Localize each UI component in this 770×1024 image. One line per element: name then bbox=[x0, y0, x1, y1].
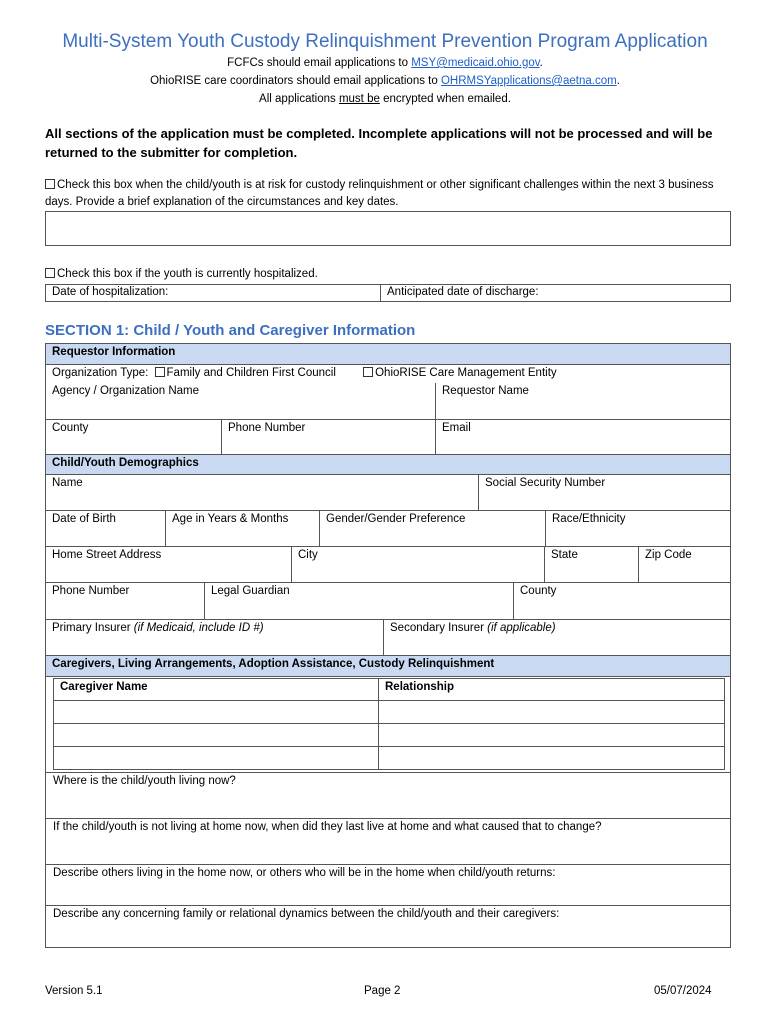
requestor-email-field[interactable] bbox=[435, 419, 731, 455]
requestor-county-field[interactable] bbox=[45, 419, 222, 455]
requestor-header: Requestor Information bbox=[45, 343, 731, 365]
ohiorise-prefix: OhioRISE care coordinators should email applications to bbox=[150, 75, 441, 87]
cme-option-label: OhioRISE Care Management Entity bbox=[375, 367, 557, 379]
encrypt-emphasis: must be bbox=[338, 93, 380, 105]
home-address-field[interactable] bbox=[45, 546, 292, 583]
requestor-name-label: Requestor Name bbox=[442, 385, 529, 397]
caregivers-header: Caregivers, Living Arrangements, Adoption Assistance, Custody Relinquishment bbox=[45, 655, 731, 677]
ohiorise-instruction bbox=[0, 75, 770, 87]
caregiver-name-cell[interactable] bbox=[53, 700, 379, 724]
last-home-label: If the child/youth is not living at home now, when did they last live at home and what caused that to change? bbox=[53, 821, 602, 833]
legal-guardian-field[interactable] bbox=[204, 582, 514, 620]
family-dynamics-label: Describe any concerning family or relational dynamics between the child/youth and their caregivers: bbox=[53, 908, 560, 920]
city-label: City bbox=[298, 549, 318, 561]
dob-field[interactable] bbox=[45, 510, 166, 547]
demographics-header: Child/Youth Demographics bbox=[45, 454, 731, 475]
hospitalization-date-label: Date of hospitalization: bbox=[52, 286, 169, 298]
zip-label: Zip Code bbox=[645, 549, 692, 561]
caregiver-name-header: Caregiver Name bbox=[53, 678, 379, 701]
youth-name-field[interactable] bbox=[45, 474, 479, 511]
discharge-date-field[interactable] bbox=[380, 284, 731, 302]
form-title: Multi-System Youth Custody Relinquishment Prevention Program Application bbox=[62, 31, 708, 52]
discharge-date-label: Anticipated date of discharge: bbox=[387, 286, 539, 298]
state-label: State bbox=[551, 549, 578, 561]
encrypt-prefix: All applications bbox=[259, 93, 339, 105]
hospitalization-date-field[interactable] bbox=[45, 284, 381, 302]
living-now-field[interactable] bbox=[45, 772, 731, 819]
version-label: Version 5.1 bbox=[45, 985, 103, 997]
relationship-cell[interactable] bbox=[378, 723, 725, 747]
medicaid-email-link[interactable]: MSY@medicaid.ohio.gov bbox=[411, 57, 540, 69]
caregiver-name-cell[interactable] bbox=[53, 723, 379, 747]
fcfc-instruction bbox=[0, 57, 770, 69]
hospital-checkbox[interactable] bbox=[45, 268, 55, 278]
revision-date: 05/07/2024 bbox=[654, 985, 712, 997]
hospital-checkbox-label: Check this box if the youth is currently hospitalized. bbox=[57, 268, 318, 280]
secondary-insurer-field[interactable] bbox=[383, 619, 731, 656]
ssn-label: Social Security Number bbox=[485, 477, 606, 489]
agency-name-field[interactable] bbox=[45, 383, 436, 420]
encryption-instruction bbox=[0, 93, 770, 105]
cme-checkbox[interactable] bbox=[363, 367, 373, 377]
dob-label: Date of Birth bbox=[52, 513, 116, 525]
zip-field[interactable] bbox=[638, 546, 731, 583]
race-field[interactable] bbox=[545, 510, 731, 547]
gender-field[interactable] bbox=[319, 510, 546, 547]
home-address-label: Home Street Address bbox=[52, 549, 162, 561]
aetna-email-link[interactable]: OHRMSYapplications@aetna.com bbox=[440, 75, 617, 87]
youth-phone-field[interactable] bbox=[45, 582, 205, 620]
youth-county-field[interactable] bbox=[513, 582, 731, 620]
city-field[interactable] bbox=[291, 546, 545, 583]
org-type-label: Organization Type: bbox=[52, 367, 149, 379]
ohiorise-suffix: . bbox=[616, 75, 620, 87]
requestor-county-label: County bbox=[52, 422, 89, 434]
fcfc-option-label: Family and Children First Council bbox=[166, 367, 336, 379]
last-home-field[interactable] bbox=[45, 818, 731, 865]
fcfc-checkbox[interactable] bbox=[155, 367, 165, 377]
fcfc-prefix: FCFCs should email applications to bbox=[227, 57, 412, 69]
youth-phone-label: Phone Number bbox=[52, 585, 130, 597]
primary-insurer-label: Primary Insurer bbox=[52, 622, 134, 634]
org-type-row bbox=[45, 364, 731, 384]
primary-insurer-note: (if Medicaid, include ID #) bbox=[133, 622, 264, 634]
youth-county-label: County bbox=[520, 585, 557, 597]
age-field[interactable] bbox=[165, 510, 320, 547]
secondary-insurer-label: Secondary Insurer bbox=[390, 622, 488, 634]
agency-name-label: Agency / Organization Name bbox=[52, 385, 200, 397]
legal-guardian-label: Legal Guardian bbox=[211, 585, 290, 597]
youth-name-label: Name bbox=[52, 477, 83, 489]
others-in-home-field[interactable] bbox=[45, 864, 731, 906]
fcfc-suffix: . bbox=[539, 57, 543, 69]
ssn-field[interactable] bbox=[478, 474, 731, 511]
family-dynamics-field[interactable] bbox=[45, 905, 731, 948]
requestor-email-label: Email bbox=[442, 422, 471, 434]
risk-checkbox-label: Check this box when the child/youth is at risk for custody relinquishment or other significant challenges within the next 3 business days. Provide a brief explanation of the circumstances and key dates. bbox=[45, 179, 714, 208]
requestor-name-field[interactable] bbox=[435, 383, 731, 420]
living-now-label: Where is the child/youth living now? bbox=[53, 775, 236, 787]
hospital-checkbox-row bbox=[45, 266, 735, 283]
others-in-home-label: Describe others living in the home now, or others who will be in the home when child/youth returns: bbox=[53, 867, 556, 879]
secondary-insurer-note: (if applicable) bbox=[487, 622, 556, 634]
relationship-header: Relationship bbox=[378, 678, 725, 701]
race-label: Race/Ethnicity bbox=[552, 513, 626, 525]
caregiver-name-cell[interactable] bbox=[53, 746, 379, 770]
page-number: Page 2 bbox=[364, 985, 401, 997]
risk-checkbox-row bbox=[45, 177, 735, 211]
requestor-phone-label: Phone Number bbox=[228, 422, 306, 434]
relationship-cell[interactable] bbox=[378, 700, 725, 724]
state-field[interactable] bbox=[544, 546, 639, 583]
completion-warning: All sections of the application must be completed. Incomplete applications will not be processed and will be returned to the submitter for completion. bbox=[45, 126, 713, 160]
relationship-cell[interactable] bbox=[378, 746, 725, 770]
section1-title: SECTION 1: Child / Youth and Caregiver Information bbox=[45, 322, 416, 339]
age-label: Age in Years & Months bbox=[172, 513, 289, 525]
encrypt-suffix: encrypted when emailed. bbox=[379, 93, 511, 105]
risk-explanation-field[interactable] bbox=[45, 211, 731, 246]
risk-checkbox[interactable] bbox=[45, 179, 55, 189]
gender-label: Gender/Gender Preference bbox=[326, 513, 466, 525]
primary-insurer-field[interactable] bbox=[45, 619, 384, 656]
requestor-phone-field[interactable] bbox=[221, 419, 436, 455]
